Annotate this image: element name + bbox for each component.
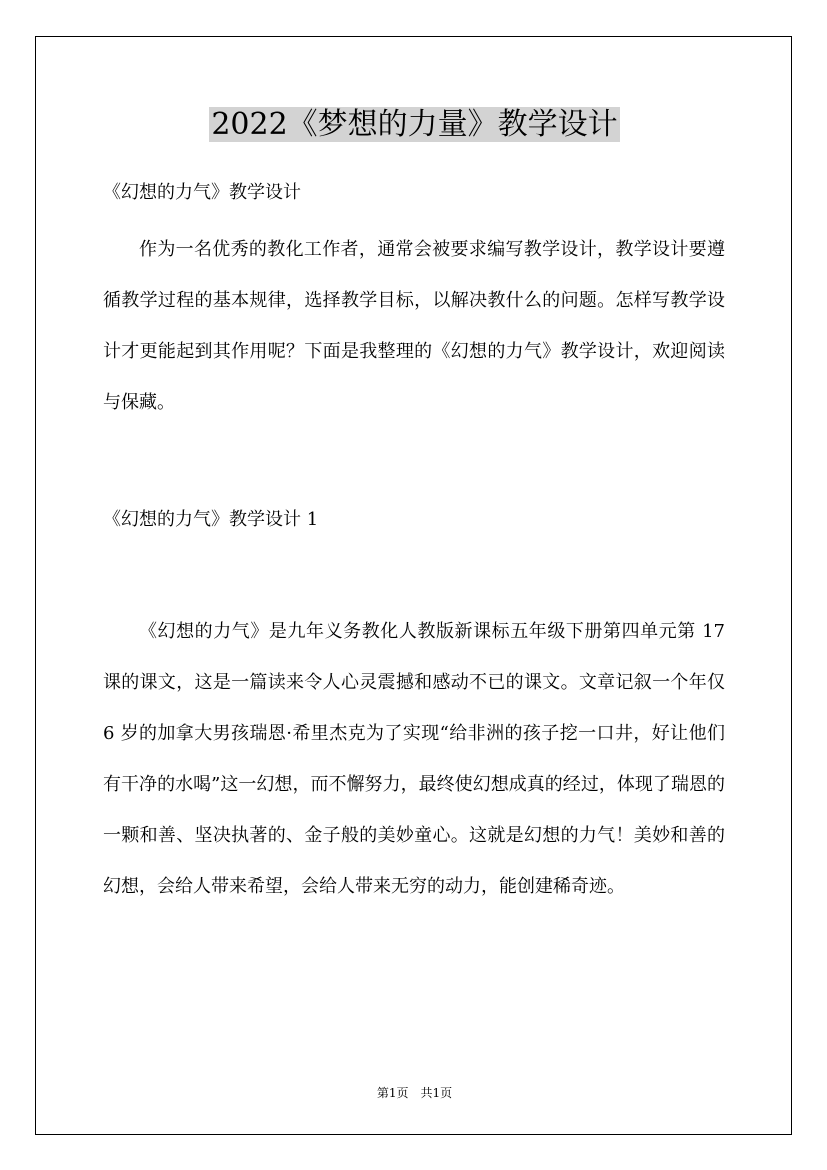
intro-paragraph: 作为一名优秀的教化工作者，通常会被要求编写教学设计，教学设计要遵循教学过程的基本规律，选择教学目标，以解决教什么的问题。怎样写教学设计才更能起到其作用呢？下面是我整理的《幻想的力气》教学设计，欢迎阅读与保藏。 [103, 239, 725, 413]
document-title-text: 2022《梦想的力量》教学设计 [211, 107, 618, 142]
section-1-heading: 《幻想的力气》教学设计 1 [103, 509, 319, 530]
page-number-footer: 第1页 共1页 [376, 1086, 453, 1100]
document-page [35, 36, 792, 1135]
document-title [36, 103, 793, 147]
subtitle-heading: 《幻想的力气》教学设计 [103, 182, 301, 203]
section-1-paragraph: 《幻想的力气》是九年义务教化人教版新课标五年级下册第四单元第 17 课的课文，这是一篇读来令人心灵震撼和感动不已的课文。文章记叙一个年仅 6 岁的加拿大男孩瑞恩·希里杰克为了实现“给非洲的孩子挖一口井，好让他们有干净的水喝”这一幻想，而不懈努力，最终使幻想成真的经过，体现了瑞恩的一颗和善、坚决执著的、金子般的美妙童心。这就是幻想的力气！美妙和善的幻想，会给人带来希望，会给人带来无穷的动力，能创建稀奇迹。 [103, 621, 725, 897]
